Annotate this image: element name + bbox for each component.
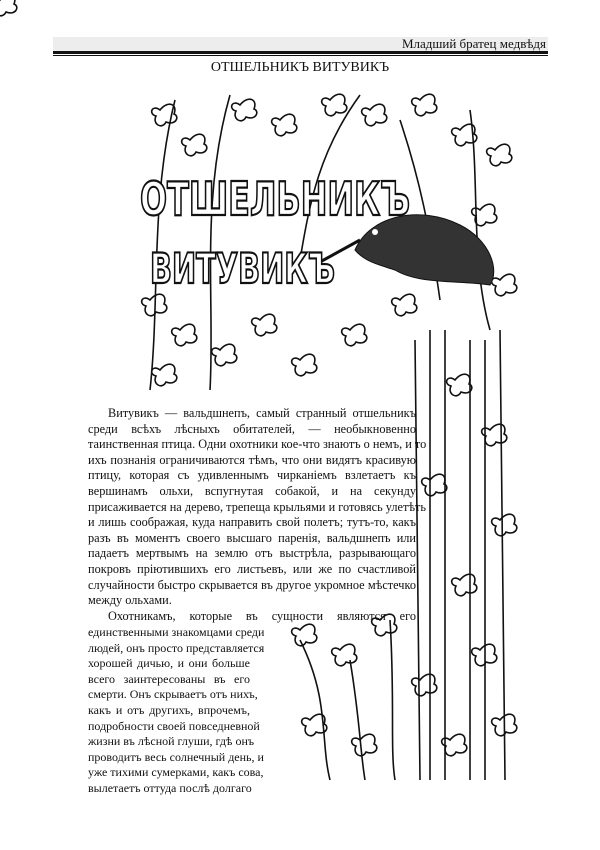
text-line: таинственная птица. Одни охотники кое-что знаютъ о немъ, и то — [88, 437, 427, 452]
text-line: уже тихими сумерками, какъ сова, — [88, 765, 264, 780]
paragraph-1 — [88, 406, 427, 609]
text-line: случайности быстро скрывается въ другое укромное мѣстечко — [88, 577, 416, 592]
text-line: всего заинтересованы въ его — [88, 671, 250, 686]
running-title: Младший братец медвѣдя — [401, 36, 546, 51]
paragraph-2-first-line: Охотникамъ, которые въ сущности являются его — [108, 609, 416, 623]
text-line: птицу, которая съ удивленнымъ чирканіемъ взлетаетъ къ — [88, 468, 416, 483]
text-line: ихъ познанія ограничиваются тѣмъ, что они видятъ красивую — [88, 452, 416, 467]
text-line: проводитъ весь солнечный день, и — [88, 749, 264, 764]
text-line: и лишь соображая, куда направить свой полетъ; тутъ-то, какъ — [88, 515, 416, 530]
text-line: вылетаетъ оттуда послѣ долгаго — [88, 780, 252, 795]
text-line: единственными знакомцами среди — [88, 625, 265, 639]
text-line: среди всѣхъ лѣсныхъ обитателей, — необыкновенно — [88, 421, 416, 436]
text-line: падаетъ мертвымъ на землю отъ выстрѣла, разрывающаго — [88, 546, 416, 561]
svg-text:ВИТУВИКЪ: ВИТУВИКЪ — [150, 244, 335, 293]
text-line: покровъ пріютившихъ его листьевъ, или же по счастливой — [88, 561, 416, 576]
text-line: Витувикъ — вальдшнепъ, самый странный отшельникъ — [108, 406, 416, 420]
paragraph-2 — [88, 625, 265, 797]
text-line: людей, онъ просто представляется — [88, 640, 265, 655]
text-line: вершинамъ ольхи, вспугнутая собакой, и на секунду — [88, 483, 416, 498]
text-line: какъ и отъ другихъ, впрочемъ, — [88, 702, 250, 717]
text-line: подробности своей повседневной — [88, 718, 260, 733]
chapter-title: ОТШЕЛЬНИКЪ ВИТУВИКЪ — [210, 60, 390, 75]
text-line: разъ въ моментъ своего высшаго паренія, вальдшнепъ или — [88, 530, 416, 545]
text-line: присаживается на дерево, трепеща крыльями и готовясь улетѣть — [88, 499, 426, 514]
text-line: хорошей дичью, и они больше — [88, 656, 250, 671]
svg-text:ОТШЕЛЬНИКЪ: ОТШЕЛЬНИКЪ — [140, 172, 410, 226]
text-line: смерти. Онъ скрываетъ отъ нихъ, — [88, 687, 258, 702]
text-line: между ольхами. — [88, 593, 172, 608]
text-line: жизни въ лѣсной глуши, гдѣ онъ — [88, 734, 255, 749]
